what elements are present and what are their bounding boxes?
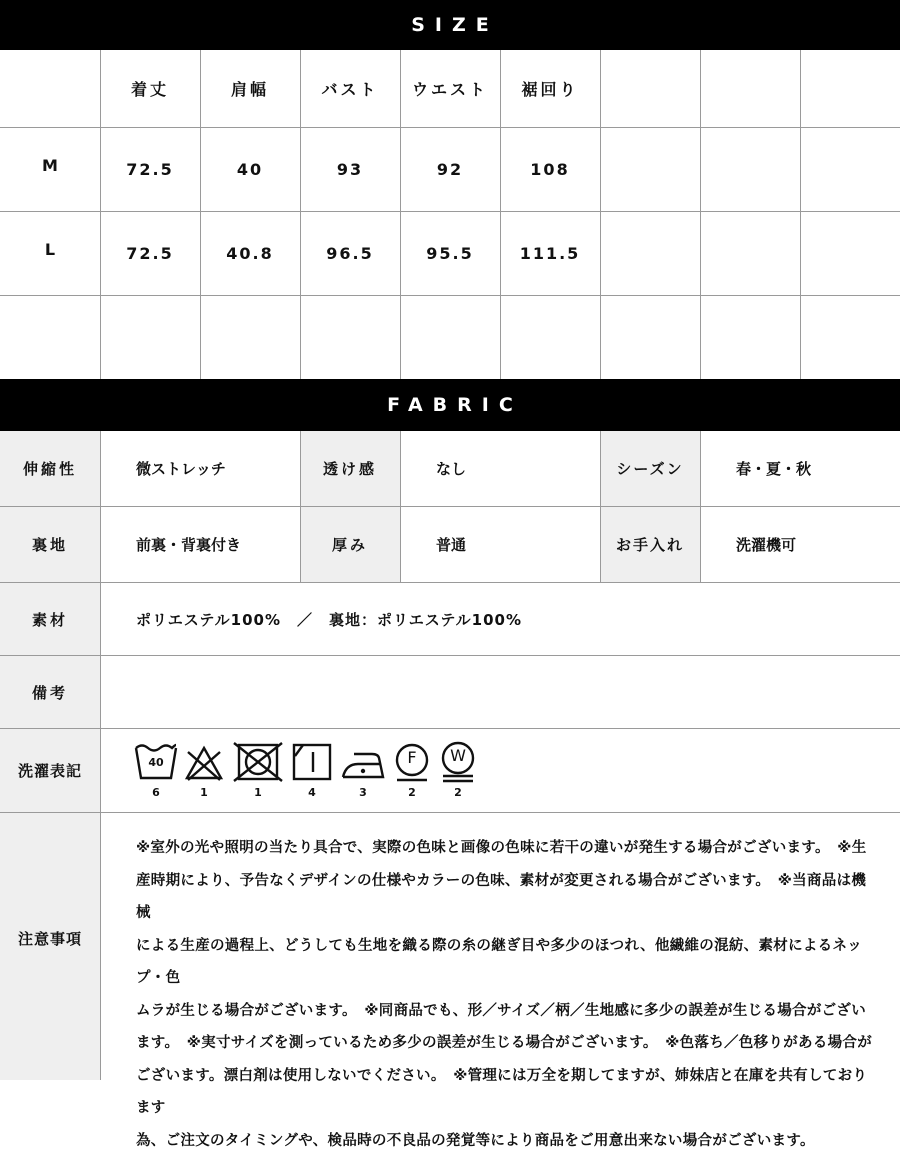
wash-symbol-number: 3 [353,786,373,799]
sheer-label: 透け感 [300,431,400,506]
size-title: SIZE [401,14,499,36]
divider [0,728,900,729]
notes-line: 為、ご注文のタイミングや、検品時の不良品の発覚等により商品をご用意出来ない場合がございます。 [136,1125,872,1157]
wash-symbol-number: 2 [402,786,422,799]
notes-label: 注意事項 [0,813,100,1063]
notes-line: による生産の過程上、どうしても生地を織る際の糸の継ぎ目や多少のほつれ、他繊維の混紡、素材によるネップ・色 [136,930,872,995]
size-value: 111.5 [500,211,600,295]
size-value [700,127,800,211]
care-value: 洗濯機可 [736,507,796,582]
wash-symbol-number: 1 [248,786,268,799]
material-value: ポリエステル100% ／ 裏地：ポリエステル100% [136,583,522,655]
stretch-value: 微ストレッチ [136,431,226,506]
care-label: お手入れ [600,507,700,582]
size-row-label [0,295,100,379]
size-header-cell: バスト [300,50,400,127]
size-row-label: M [0,127,100,211]
notes-line: ございます。漂白剤は使用しないでください。 ※管理には万全を期してますが、姉妹店と在庫を共有しております [136,1060,872,1125]
size-header-cell: 着丈 [100,50,200,127]
divider [700,431,701,582]
size-row-label: L [0,211,100,295]
size-value: 40.8 [200,211,300,295]
wash-symbol-number: 6 [146,786,166,799]
size-value: 93 [300,127,400,211]
notes-line: ※室外の光や照明の当たり具合で、実際の色味と画像の色味に若干の違いが発生する場合がございます。 ※生 [136,832,872,865]
wash-label: 洗濯表記 [0,729,100,812]
divider [0,295,900,296]
notes-line: ムラが生じる場合がございます。 ※同商品でも、形／サイズ／柄／生地感に多少の誤差が生じる場合がござい [136,995,872,1028]
wash-symbol-number: 2 [448,786,468,799]
line-dry-icon [292,742,332,782]
wash-temperature: 40 [134,756,178,769]
divider [0,655,900,656]
dry-clean-letter: F [392,748,432,767]
size-header-cell: ウエスト [400,50,500,127]
size-value: 40 [200,127,300,211]
season-label: シーズン [600,431,700,506]
wet-clean-w-icon [438,742,478,782]
material-label: 素材 [0,583,100,655]
sheer-value: なし [436,431,466,506]
wash-symbol-number: 4 [302,786,322,799]
size-value: 96.5 [300,211,400,295]
wash-symbol-number: 1 [194,786,214,799]
size-header-cell [600,50,700,127]
wash-tub-40-icon [134,742,178,782]
stretch-label: 伸縮性 [0,431,100,506]
notes-text [136,832,872,1157]
no-tumble-dry-icon [232,742,284,782]
divider [0,812,900,813]
size-value [800,211,900,295]
size-value [800,127,900,211]
no-bleach-icon [184,742,224,782]
size-header-cell [700,50,800,127]
notes-line: 産時期により、予告なくデザインの仕様やカラーの色味、素材が変更される場合がございます。 ※当商品は機械 [136,865,872,930]
wet-clean-letter: W [438,746,478,765]
size-header-cell: 裾回り [500,50,600,127]
dry-clean-f-icon [392,742,432,782]
size-value [700,211,800,295]
lining-label: 裏地 [0,507,100,582]
size-value [600,127,700,211]
remarks-label: 備考 [0,656,100,728]
divider [100,431,101,1080]
divider [400,431,401,582]
size-header-cell: 肩幅 [200,50,300,127]
season-value: 春・夏・秋 [736,431,811,506]
size-value: 95.5 [400,211,500,295]
size-value: 72.5 [100,211,200,295]
thickness-label: 厚み [300,507,400,582]
size-value: 92 [400,127,500,211]
notes-line: ます。 ※実寸サイズを測っているため多少の誤差が生じる場合がございます。 ※色落ち／色移りがある場合が [136,1027,872,1060]
size-header-cell [800,50,900,127]
size-value: 108 [500,127,600,211]
thickness-value: 普通 [436,507,466,582]
fabric-section-header [0,379,900,431]
iron-low-icon [340,742,386,782]
size-value: 72.5 [100,127,200,211]
fabric-title: FABRIC [377,394,523,416]
lining-value: 前裏・背裏付き [136,507,241,582]
size-value [600,211,700,295]
size-section-header [0,0,900,50]
